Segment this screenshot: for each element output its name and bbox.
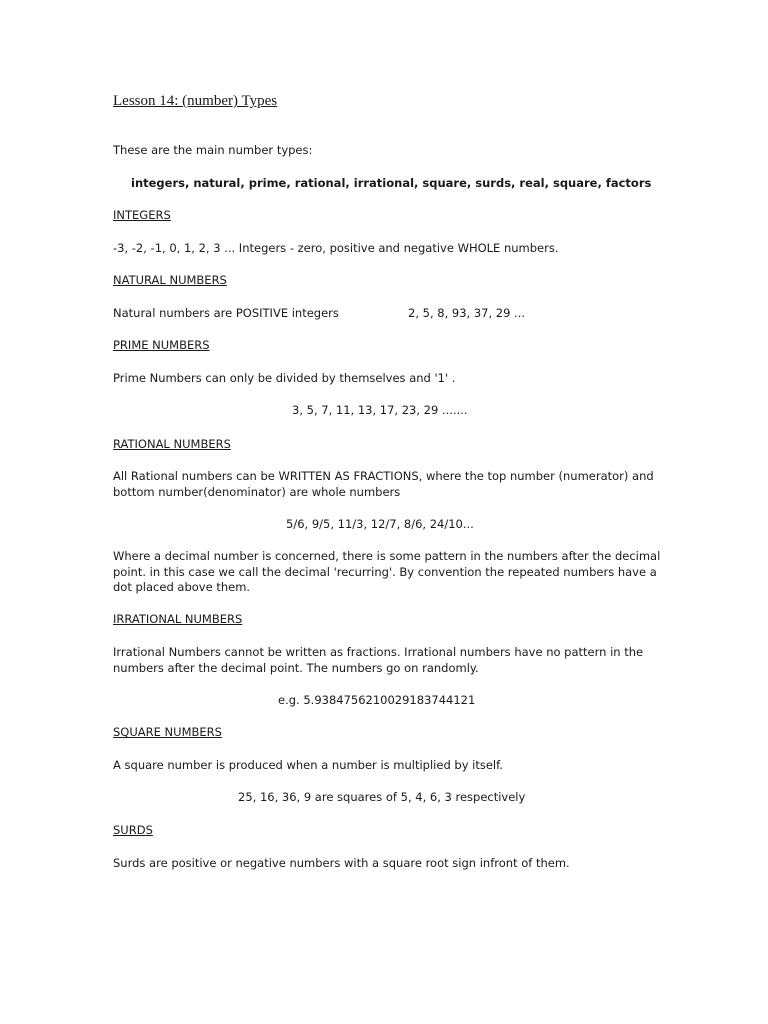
prime-examples: 3, 5, 7, 11, 13, 17, 23, 29 ....... bbox=[292, 403, 468, 417]
integers-text: -3, -2, -1, 0, 1, 2, 3 ... Integers - zero, positive and negative WHOLE numbers. bbox=[113, 241, 559, 255]
heading-prime-numbers: PRIME NUMBERS bbox=[113, 338, 210, 352]
surds-text: Surds are positive or negative numbers with a square root sign infront of them. bbox=[113, 856, 570, 870]
square-examples: 25, 16, 36, 9 are squares of 5, 4, 6, 3 respectively bbox=[238, 790, 526, 804]
heading-irrational-numbers: IRRATIONAL NUMBERS bbox=[113, 612, 243, 626]
rational-note: Where a decimal number is concerned, there is some pattern in the numbers after the decimal point. in this case we call the decimal 'recurring'. By convention the repeated numbers have a dot placed above them. bbox=[113, 549, 661, 594]
prime-text: Prime Numbers can only be divided by themselves and '1' . bbox=[113, 371, 456, 385]
heading-surds: SURDS bbox=[113, 823, 153, 837]
irrational-text: Irrational Numbers cannot be written as fractions. Irrational numbers have no pattern in the numbers after the decimal point. The numbers go on randomly. bbox=[113, 645, 644, 675]
heading-natural-numbers: NATURAL NUMBERS bbox=[113, 273, 227, 287]
intro-text: These are the main number types: bbox=[113, 143, 313, 157]
heading-square-numbers: SQUARE NUMBERS bbox=[113, 725, 222, 739]
heading-integers: INTEGERS bbox=[113, 208, 171, 222]
irrational-examples: e.g. 5.9384756210029183744121 bbox=[278, 693, 476, 707]
square-text: A square number is produced when a number is multiplied by itself. bbox=[113, 758, 503, 772]
heading-rational-numbers: RATIONAL NUMBERS bbox=[113, 437, 231, 451]
rational-text: All Rational numbers can be WRITTEN AS FRACTIONS, where the top number (numerator) and bottom number(denominator) are whole numbers bbox=[113, 469, 654, 499]
natural-examples: 2, 5, 8, 93, 37, 29 ... bbox=[408, 306, 526, 320]
page-title: Lesson 14: (number) Types bbox=[113, 93, 278, 109]
natural-text: Natural numbers are POSITIVE integers bbox=[113, 306, 339, 320]
number-types-list: integers, natural, prime, rational, irrational, square, surds, real, square, factors bbox=[131, 176, 652, 190]
rational-examples: 5/6, 9/5, 11/3, 12/7, 8/6, 24/10... bbox=[286, 517, 474, 531]
